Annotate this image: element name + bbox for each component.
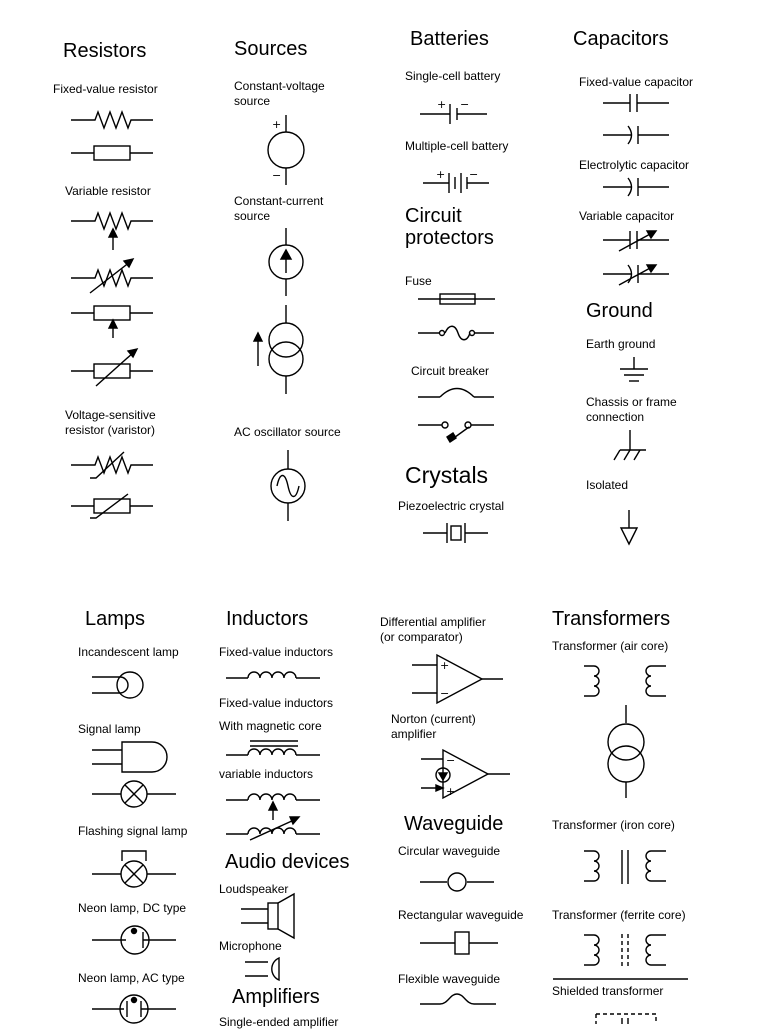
rheostat-zigzag-symbol	[71, 259, 153, 293]
label-constant-voltage-source: Constant-voltage source	[234, 79, 325, 108]
label-circular-waveguide: Circular waveguide	[398, 844, 501, 858]
label-transformer-ferrite-core: Transformer (ferrite core)	[552, 908, 686, 922]
neon-lamp-ac-symbol	[92, 995, 176, 1023]
label-loudspeaker: Loudspeaker	[219, 882, 289, 896]
label-circuit-breaker: Circuit breaker	[411, 364, 490, 378]
svg-text:+: +	[436, 168, 446, 181]
transformer-iron-core-symbol	[584, 850, 666, 884]
fixed-capacitor-symbol	[603, 94, 669, 112]
svg-text:+: +	[446, 785, 456, 798]
label-single-ended-amplifier: Single-ended amplifier	[219, 1015, 339, 1029]
svg-text:+: +	[437, 98, 447, 111]
multiple-cell-battery-symbol	[423, 168, 489, 193]
heading-amplifiers: Amplifiers	[232, 986, 320, 1008]
label-electrolytic-capacitor: Electrolytic capacitor	[579, 158, 690, 172]
fixed-resistor-box-symbol	[71, 146, 153, 160]
transformer-ferrite-core-symbol	[584, 934, 666, 968]
isolated-ground-symbol	[621, 510, 637, 544]
label-flexible-waveguide: Flexible waveguide	[398, 972, 501, 986]
current-transformer-source-symbol	[254, 305, 303, 394]
magnetic-core-inductor-symbol	[226, 741, 320, 755]
svg-text:−: −	[440, 687, 450, 700]
heading-transformers: Transformers	[552, 608, 671, 630]
differential-amplifier-symbol	[412, 655, 503, 703]
heading-ground: Ground	[586, 300, 653, 322]
heading-audio-devices: Audio devices	[225, 851, 350, 873]
variable-capacitor-symbol	[603, 231, 669, 251]
heading-waveguide: Waveguide	[404, 813, 504, 835]
variable-resistor-box-symbol	[71, 306, 153, 338]
circular-waveguide-symbol	[420, 873, 494, 891]
label-multiple-cell-battery: Multiple-cell battery	[405, 139, 509, 153]
svg-text:−: −	[460, 98, 470, 111]
heading-batteries: Batteries	[410, 28, 489, 50]
label-isolated: Isolated	[586, 478, 629, 492]
label-variable-inductors: variable inductors	[219, 767, 314, 781]
lamp-cross-symbol	[92, 781, 176, 807]
label-fixed-value-capacitor: Fixed-value capacitor	[579, 75, 694, 89]
svg-text:−: −	[446, 754, 456, 767]
label-ac-oscillator-source: AC oscillator source	[234, 425, 341, 439]
heading-crystals: Crystals	[405, 462, 489, 488]
shielded-transformer-symbol	[596, 1014, 656, 1024]
fixed-resistor-zigzag-symbol	[71, 112, 153, 128]
single-cell-battery-symbol	[420, 98, 487, 124]
fixed-inductor-symbol	[226, 672, 320, 678]
svg-text:−: −	[272, 169, 282, 182]
label-transformer-iron-core: Transformer (iron core)	[552, 818, 675, 832]
flashing-signal-lamp-symbol	[92, 851, 176, 887]
fuse-wire-symbol	[418, 326, 494, 340]
label-signal-lamp: Signal lamp	[78, 722, 141, 736]
signal-lamp-symbol	[92, 742, 167, 772]
label-variable-resistor: Variable resistor	[65, 184, 151, 198]
constant-voltage-source-symbol	[268, 115, 304, 185]
neon-lamp-dc-symbol	[92, 926, 176, 954]
circuit-breaker-arc-symbol	[418, 389, 494, 398]
label-transformer-air-core: Transformer (air core)	[552, 639, 669, 653]
ac-oscillator-source-symbol	[271, 450, 305, 521]
varistor-box-symbol	[71, 494, 153, 518]
fuse-box-symbol	[418, 294, 495, 304]
loudspeaker-symbol	[241, 894, 294, 938]
label-microphone: Microphone	[219, 939, 282, 953]
label-fixed-value-resistor: Fixed-value resistor	[53, 82, 158, 96]
label-fuse: Fuse	[405, 274, 432, 288]
label-incandescent-lamp: Incandescent lamp	[78, 645, 179, 659]
constant-current-source-symbol	[269, 228, 303, 296]
svg-text:−: −	[469, 168, 479, 181]
label-neon-lamp-dc: Neon lamp, DC type	[78, 901, 187, 915]
label-fixed-value-inductors-2: Fixed-value inductors	[219, 696, 334, 710]
label-variable-capacitor: Variable capacitor	[579, 209, 675, 223]
heading-inductors: Inductors	[226, 608, 309, 630]
label-differential-amplifier: Differential amplifier (or comparator)	[380, 615, 486, 644]
norton-amplifier-symbol	[421, 750, 510, 798]
heading-capacitors: Capacitors	[573, 28, 669, 50]
label-voltage-sensitive-resistor: Voltage-sensitive resistor (varistor)	[65, 408, 156, 437]
label-with-magnetic-core: With magnetic core	[219, 719, 322, 733]
label-chassis-ground: Chassis or frame connection	[586, 395, 677, 424]
heading-circuit-protectors: Circuit protectors	[405, 205, 494, 249]
label-flashing-signal-lamp: Flashing signal lamp	[78, 824, 188, 838]
svg-text:+: +	[272, 118, 282, 131]
label-fixed-value-inductors: Fixed-value inductors	[219, 645, 334, 659]
transformer-air-core-symbol	[584, 666, 666, 696]
label-norton-amplifier: Norton (current) amplifier	[391, 712, 476, 741]
transformer-circle-symbol	[608, 705, 644, 798]
fixed-capacitor-curved-symbol	[603, 126, 669, 144]
heading-resistors: Resistors	[63, 40, 147, 62]
incandescent-lamp-symbol	[92, 672, 143, 698]
label-shielded-transformer: Shielded transformer	[552, 984, 664, 998]
label-single-cell-battery: Single-cell battery	[405, 69, 501, 83]
heading-sources: Sources	[234, 38, 308, 60]
variable-inductor-symbol	[226, 817, 320, 840]
rectangular-waveguide-symbol	[420, 932, 498, 954]
varistor-zigzag-symbol	[71, 452, 153, 478]
label-rectangular-waveguide: Rectangular waveguide	[398, 908, 524, 922]
piezoelectric-crystal-symbol	[423, 523, 488, 543]
variable-capacitor-curved-symbol	[603, 265, 669, 285]
label-constant-current-source: Constant-current source	[234, 194, 324, 223]
earth-ground-symbol	[620, 357, 648, 381]
microphone-symbol	[245, 958, 279, 980]
heading-lamps: Lamps	[85, 608, 146, 630]
variable-inductor-tap-symbol	[226, 794, 320, 820]
chassis-ground-symbol	[614, 430, 646, 460]
circuit-breaker-switch-symbol	[418, 422, 494, 442]
label-piezoelectric-crystal: Piezoelectric crystal	[398, 499, 505, 513]
electrolytic-capacitor-symbol	[603, 178, 669, 196]
svg-text:+: +	[440, 659, 450, 672]
rheostat-box-symbol	[71, 349, 153, 386]
flexible-waveguide-symbol	[420, 994, 496, 1004]
label-earth-ground: Earth ground	[586, 337, 656, 351]
variable-resistor-zigzag-symbol	[71, 213, 153, 250]
label-neon-lamp-ac: Neon lamp, AC type	[78, 971, 185, 985]
